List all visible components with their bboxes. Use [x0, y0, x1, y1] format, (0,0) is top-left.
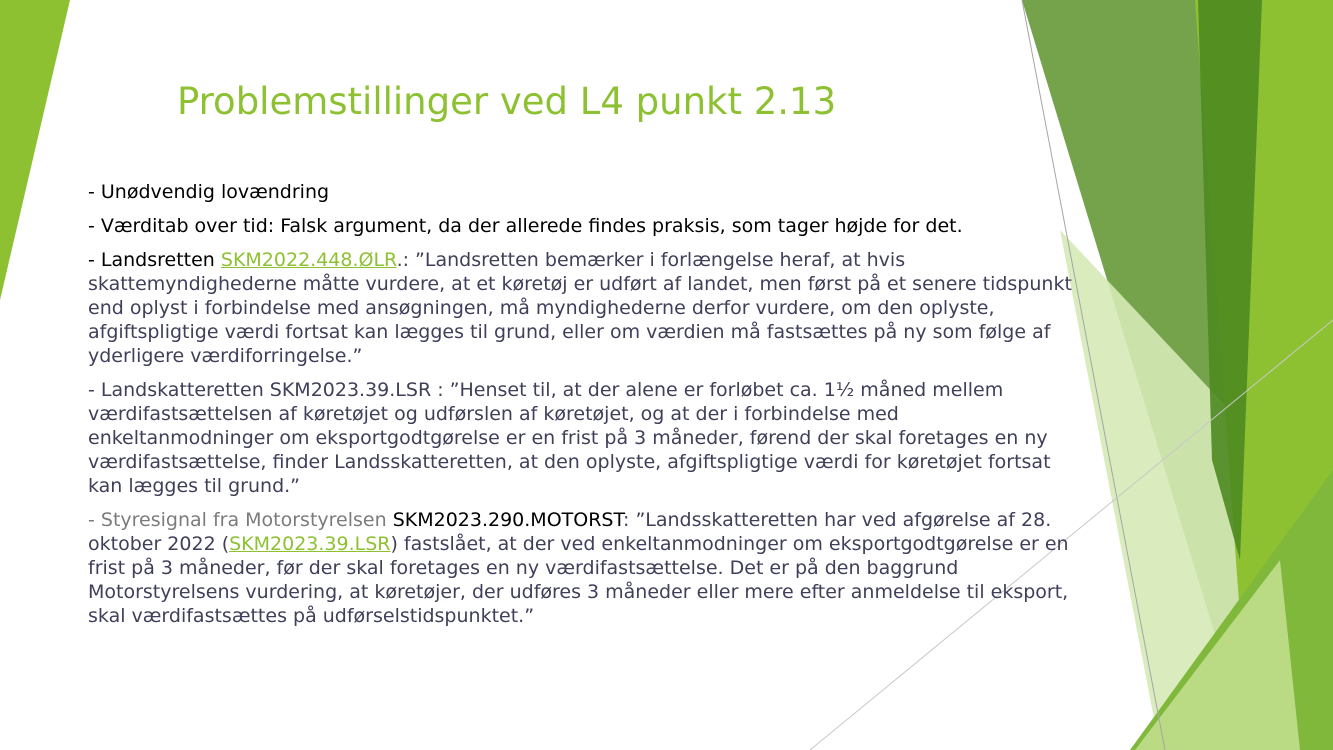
link-skm2023-39-lsr[interactable]: SKM2023.39.LSR: [229, 533, 391, 555]
bullet-styresignal-prefix: - Styresignal fra Motorstyrelsen: [88, 509, 393, 531]
slide-title: Problemstillinger ved L4 punkt 2.13: [177, 80, 837, 123]
bullet-landsretten-prefix: - Landsretten: [88, 249, 221, 271]
link-skm2022-448-olr[interactable]: SKM2022.448.ØLR: [220, 249, 397, 271]
slide-body: [88, 180, 1073, 638]
bullet-value-loss: - Værditab over tid: Falsk argument, da der allerede findes praksis, som tager højde for det.: [88, 215, 963, 237]
bullet-unnecessary-amendment: - Unødvendig lovændring: [88, 181, 330, 203]
bullet-landskatteretten: - Landskatteretten SKM2023.39.LSR : ”Henset til, at der alene er forløbet ca. 1½ måned mellem værdifastsættelsen af køretøjet og udførslen af køretøjet, og at der i forbindelse med enkeltanmodninger om eksportgodtgørelse er en frist på 3 måneder, førend der skal foretages en ny værdifastsættelse, finder Landsskatteretten, at den oplyste, afgiftspligtige værdi for køretøjet fortsat kan lægges til grund.”: [88, 379, 1051, 497]
bullet-landsretten-quote: .: ”Landsretten bemærker i forlængelse heraf, at hvis skattemyndighederne måtte vurdere, at et køretøj er udført af landet, men først på et senere tidspunkt end oplyst i forbindelse med ansøgningen, må myndighederne derfor vurdere, om den oplyste, afgiftspligtige værdi fortsat kan lægges til grund, eller om værdien må fastsættes på ny som følge af yderligere værdiforringelse.”: [88, 249, 1072, 367]
bullet-styresignal-quote-end: ) fastslået, at der ved enkeltanmodninger om eksportgodtgørelse er en frist på 3 måneder, før der skal foretages en ny værdifastsættelse. Det er på den baggrund Motorstyrelsens vurdering, at køretøjer, der udføres 3 måneder eller mere efter anmeldelse til eksport, skal værdifastsættes på udførselstidspunktet.”: [88, 533, 1069, 627]
left-green-shape: [0, 0, 70, 300]
bullet-styresignal-ref: SKM2023.290.MOTORST: [392, 509, 623, 531]
bullet-landsretten: [88, 248, 1073, 368]
bullet-styresignal: [88, 508, 1073, 628]
bullet-styresignal-quote-start: : ”Landsskatteretten har ved afgørelse af 28. oktober 2022 (: [88, 509, 1052, 555]
